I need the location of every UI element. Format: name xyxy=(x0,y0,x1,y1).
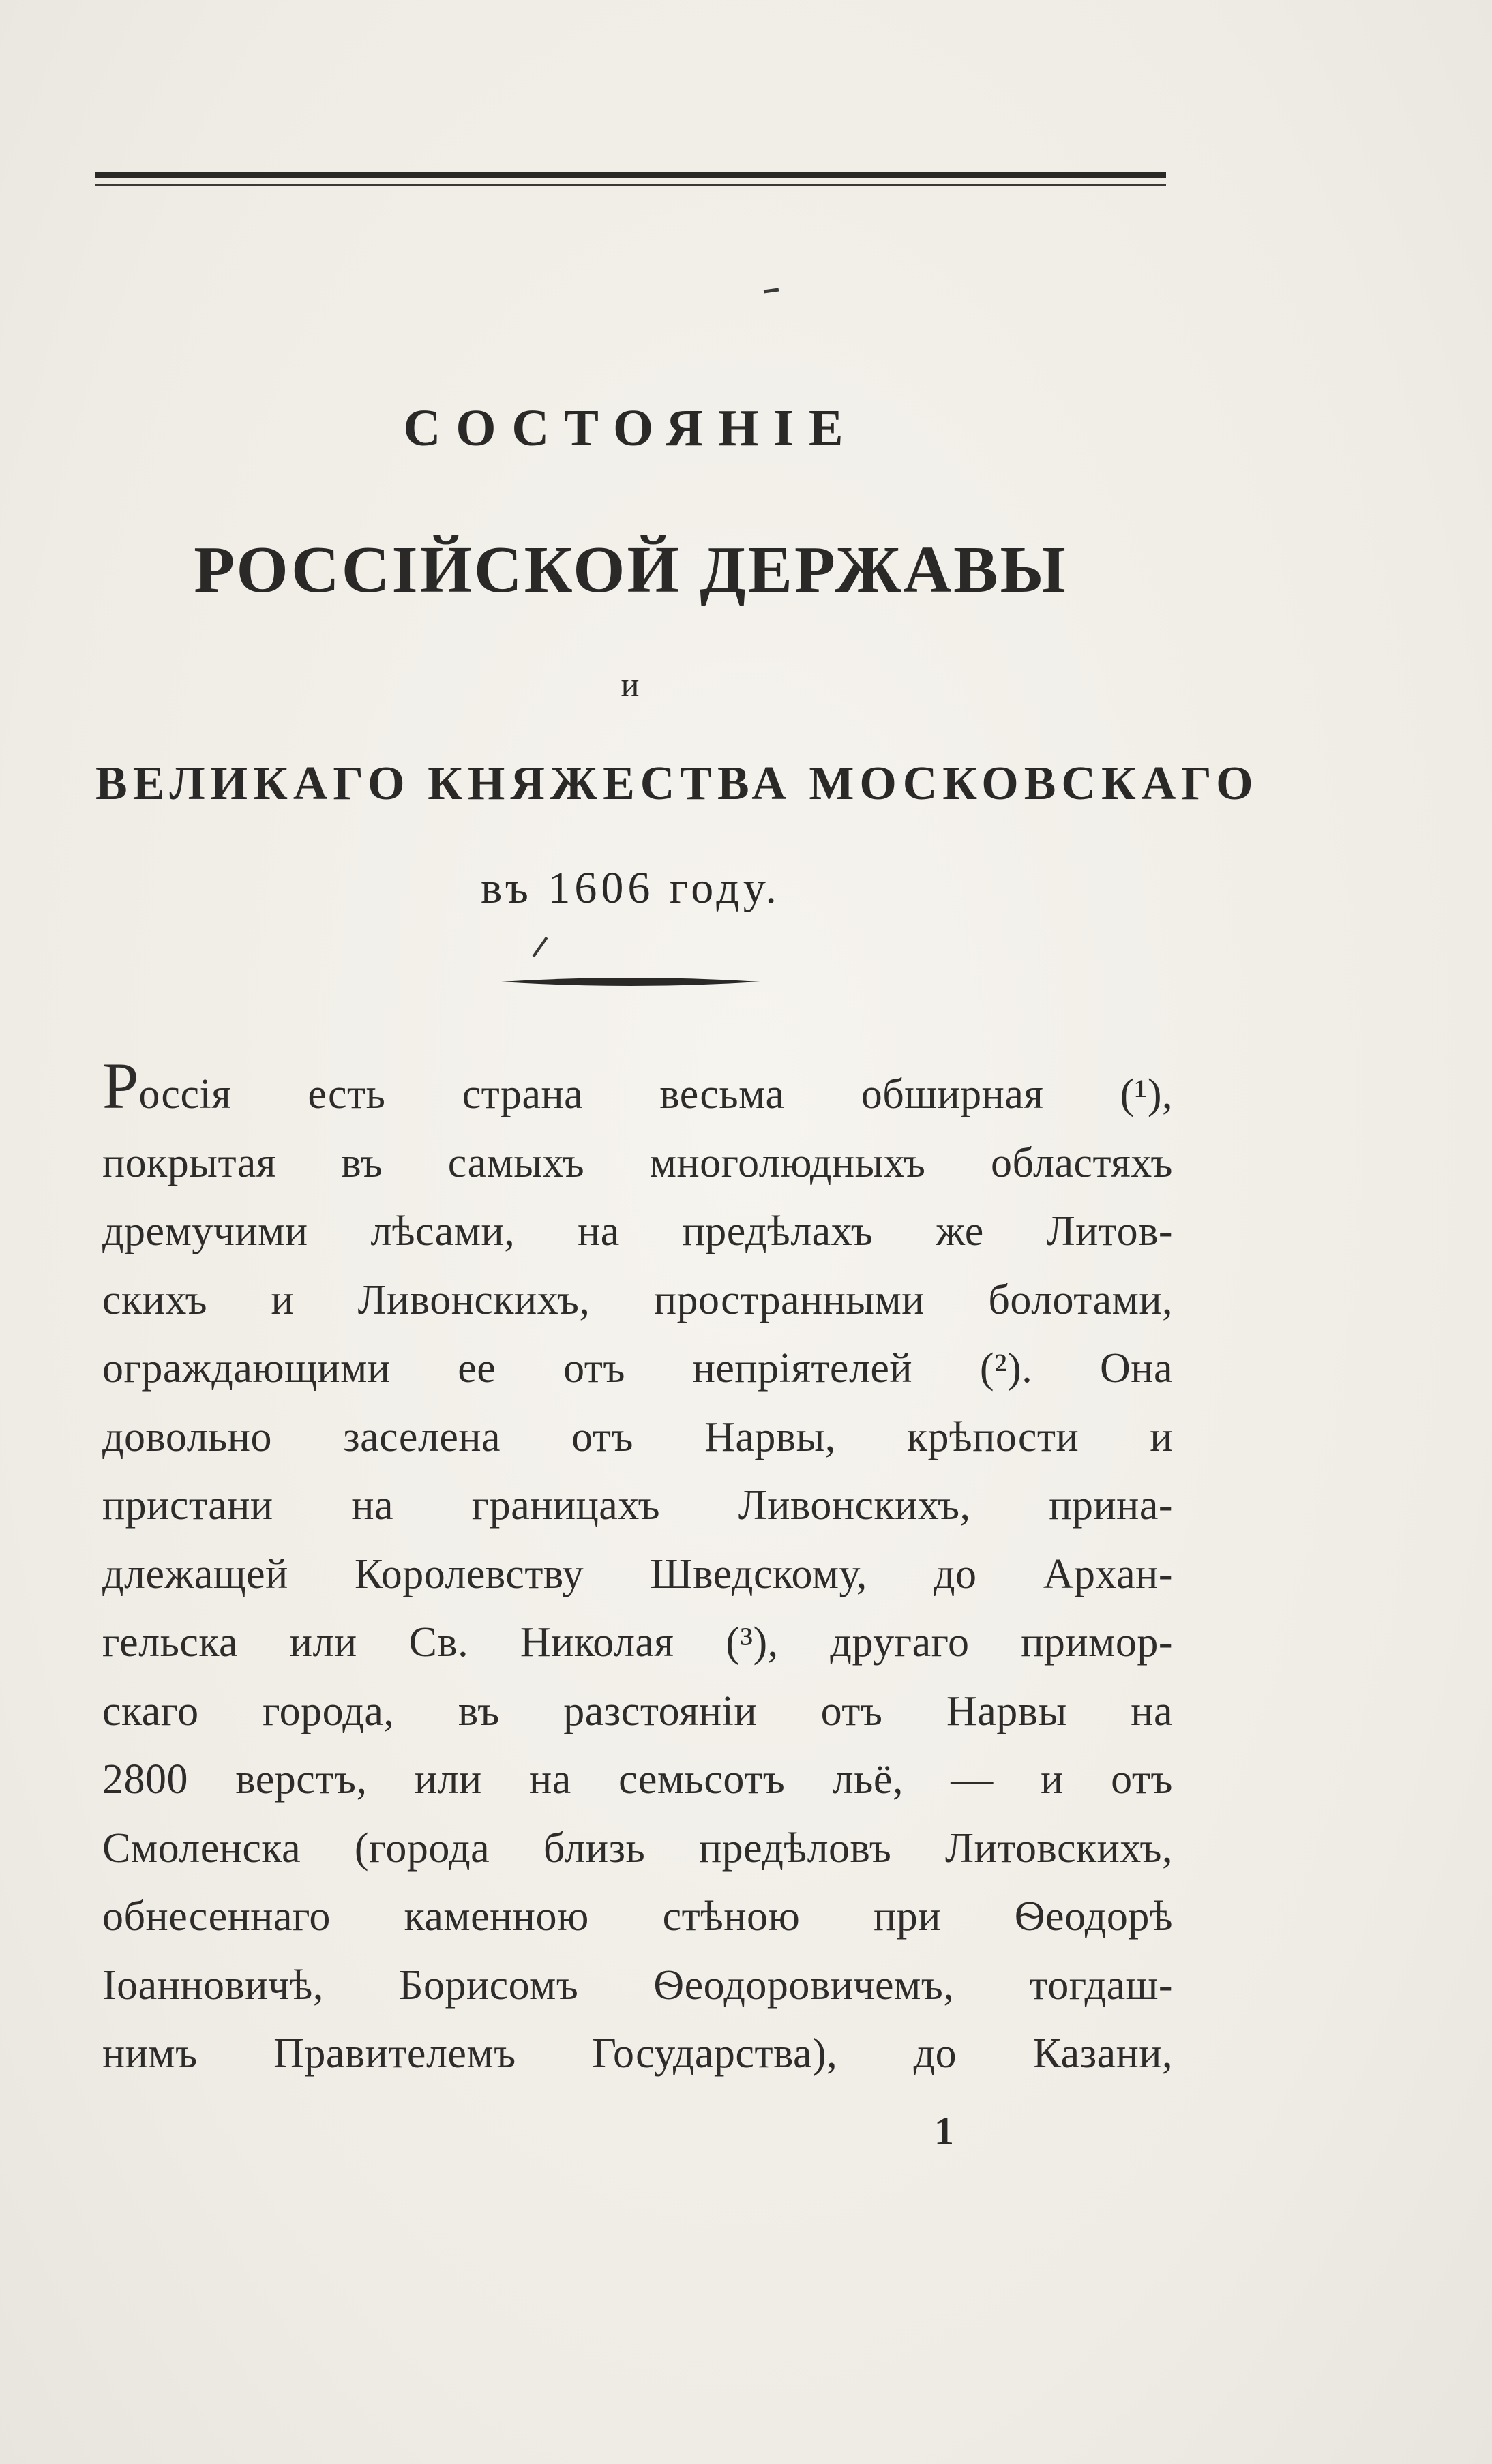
text-line: дремучими лѣсами, на предѣлахъ же Литов- xyxy=(102,1208,1173,1254)
body-text xyxy=(102,1049,1173,2088)
text-line: скихъ и Ливонскихъ, пространными болотами, xyxy=(102,1276,1173,1323)
text-line-content: оссія есть страна весьма обширная (¹), xyxy=(138,1071,1173,1117)
text-line: скаго города, въ разстояніи отъ Нарвы на xyxy=(102,1687,1173,1734)
text-line: гельска или Св. Николая (³), другаго примор- xyxy=(102,1619,1173,1666)
title-line-4: ВЕЛИКАГО КНЯЖЕСТВА МОСКОВСКАГО xyxy=(95,757,1259,810)
title-line-2: РОССІЙСКОЙ ДЕРЖАВЫ xyxy=(194,533,1068,607)
text-line: довольно заселена отъ Нарвы, крѣпости и xyxy=(102,1413,1173,1460)
text-line: обнесеннаго каменною стѣною при Ѳеодорѣ xyxy=(102,1893,1173,1940)
title-line-5: въ 1606 году. xyxy=(481,863,781,913)
ink-slash-mark xyxy=(533,937,548,957)
text-line: пристани на границахъ Ливонскихъ, прина- xyxy=(102,1482,1173,1529)
drop-cap: Р xyxy=(102,1049,139,1122)
text-line: ограждающими ее отъ непріятелей (²). Она xyxy=(102,1345,1173,1392)
ink-mark xyxy=(764,288,779,293)
text-line: длежащей Королевству Шведскому, до Архан- xyxy=(102,1550,1173,1597)
title-line-3: и xyxy=(621,665,641,704)
text-line: покрытая въ самыхъ многолюдныхъ областяхъ xyxy=(102,1139,1173,1186)
text-line: нимъ Правителемъ Государства), до Казани, xyxy=(102,2030,1173,2077)
text-line: 2800 верстъ, или на семьсотъ льё, — и отъ xyxy=(102,1756,1173,1803)
text-line xyxy=(102,1049,1173,1129)
text-line: Іоанновичѣ, Борисомъ Ѳеодоровичемъ, тогдаш- xyxy=(102,1962,1173,2009)
header-rule-thick xyxy=(95,172,1166,178)
title-line-1: СОСТОЯНІЕ xyxy=(403,400,859,457)
text-line: Смоленска (города близь предѣловъ Литовскихъ, xyxy=(102,1824,1173,1872)
header-rule-thin xyxy=(95,184,1166,186)
title-ornament-rule xyxy=(501,968,760,995)
page-number: 1 xyxy=(934,2109,954,2153)
